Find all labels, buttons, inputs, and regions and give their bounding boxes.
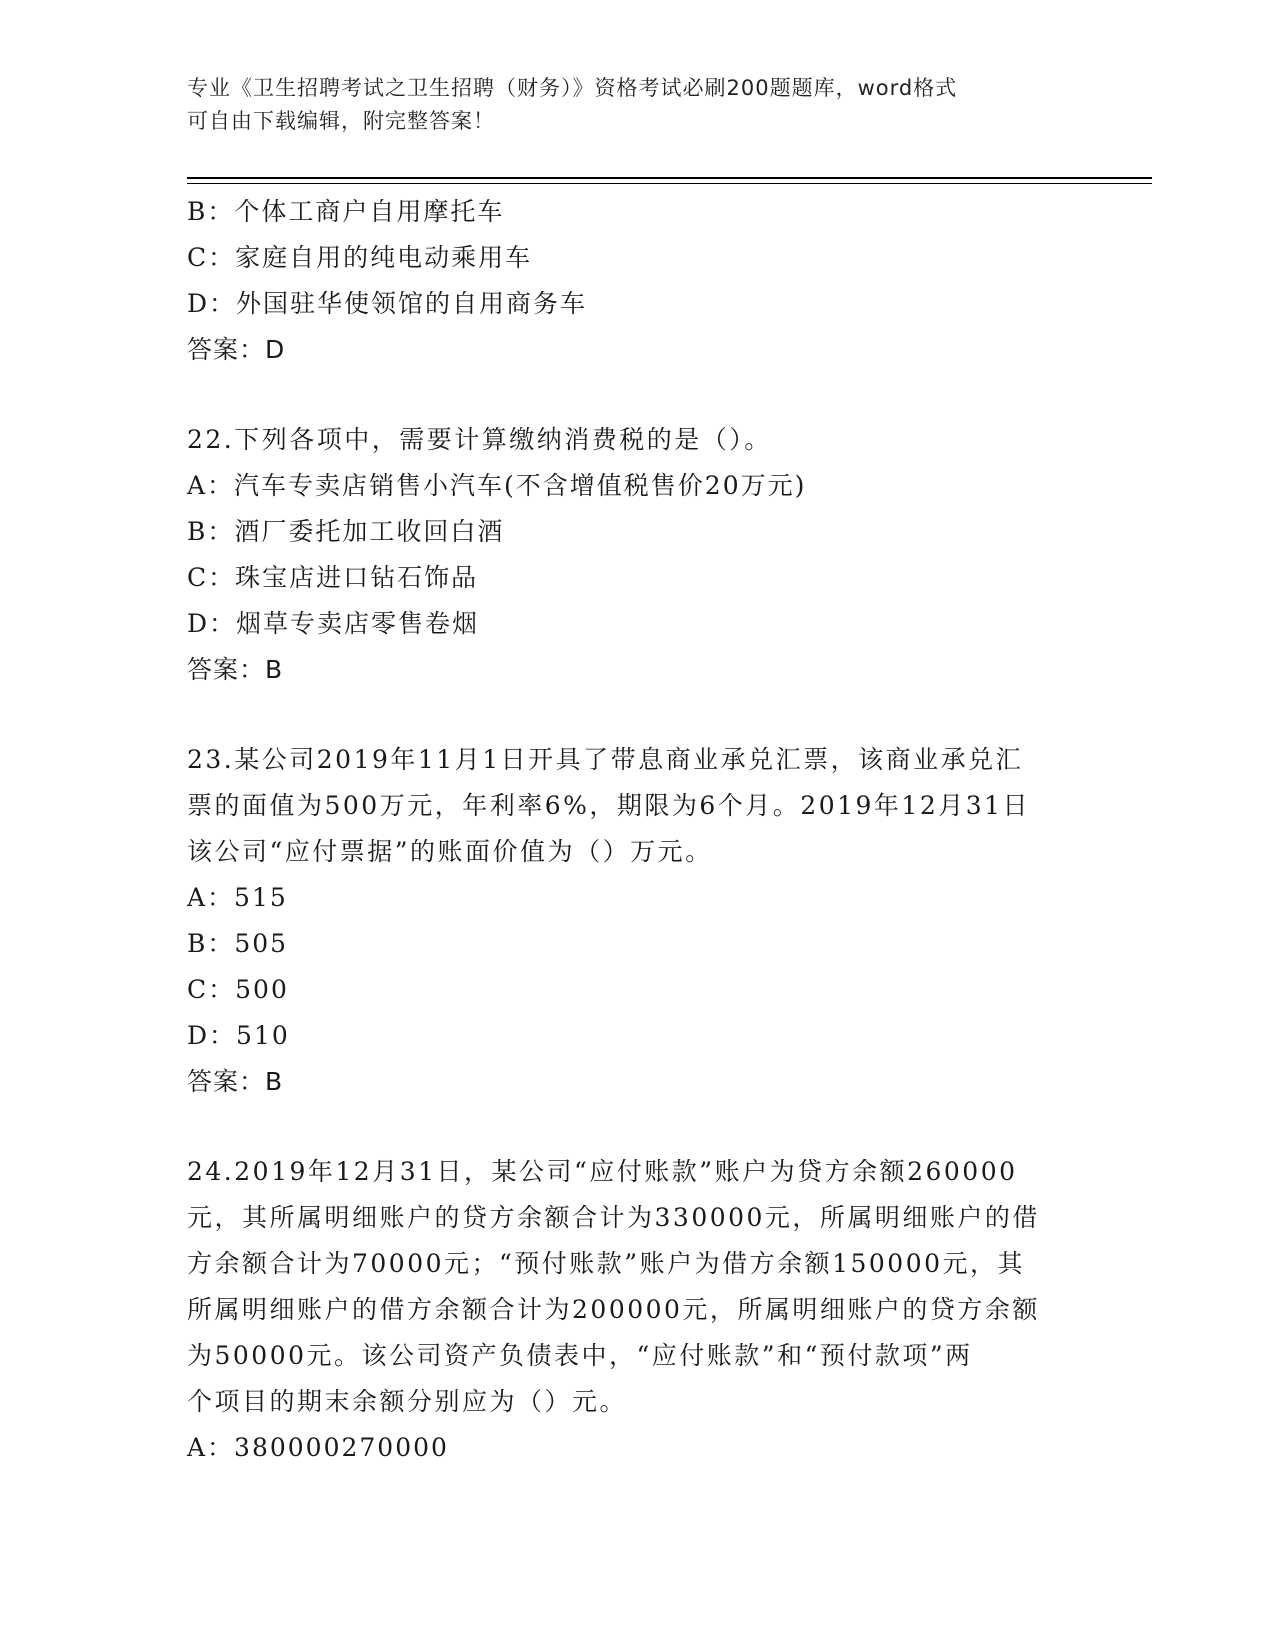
question-content	[187, 189, 1072, 1471]
question-stem-line-2: 元，其所属明细账户的贷方余额合计为330000元，所属明细账户的借	[187, 1203, 1040, 1232]
question-stem-line-3: 该公司“应付票据”的账面价值为（）万元。	[187, 837, 713, 866]
question-stem-line-1: 24.2019年12月31日，某公司“应付账款”账户为贷方余额260000	[187, 1157, 1018, 1186]
option-b: B：酒厂委托加工收回白酒	[187, 517, 505, 546]
question-stem-line-5: 为50000元。该公司资产负债表中，“应付账款”和“预付款项”两	[187, 1341, 973, 1370]
option-d: D：510	[187, 1021, 290, 1050]
spacer	[187, 693, 1072, 737]
option-a: A：380000270000	[187, 1433, 449, 1462]
option-b: B：个体工商户自用摩托车	[187, 197, 505, 226]
option-d: D：烟草专卖店零售卷烟	[187, 609, 480, 638]
answer-line: 答案：B	[187, 655, 284, 684]
question-stem-line-2: 票的面值为500万元，年利率6%，期限为6个月。2019年12月31日	[187, 791, 1031, 820]
question-stem-line-3: 方余额合计为70000元；“预付账款”账户为借方余额150000元，其	[187, 1249, 1026, 1278]
header-line-2: 可自由下载编辑，附完整答案！	[187, 109, 495, 133]
option-a: A：515	[187, 883, 288, 912]
spacer	[187, 373, 1072, 417]
question-stem: 22.下列各项中，需要计算缴纳消费税的是（）。	[187, 425, 772, 454]
question-stem-line-6: 个项目的期末余额分别应为（）元。	[187, 1387, 628, 1416]
header-line-1: 专业《卫生招聘考试之卫生招聘（财务）》资格考试必刷200题题库，word格式	[187, 76, 958, 100]
question-23	[187, 737, 1072, 1105]
question-24	[187, 1149, 1072, 1471]
header-divider-thin	[187, 183, 1152, 184]
document-header	[187, 72, 1067, 138]
option-c: C：500	[187, 975, 289, 1004]
header-divider-thick	[187, 177, 1152, 179]
question-stem-line-4: 所属明细账户的借方余额合计为200000元，所属明细账户的贷方余额	[187, 1295, 1040, 1324]
option-c: C：珠宝店进口钻石饰品	[187, 563, 479, 592]
option-d: D：外国驻华使领馆的自用商务车	[187, 289, 588, 318]
prev-question	[187, 189, 1072, 373]
answer-line: 答案：D	[187, 335, 286, 364]
spacer	[187, 1105, 1072, 1149]
option-b: B：505	[187, 929, 289, 958]
option-a: A：汽车专卖店销售小汽车(不含增值税售价20万元)	[187, 471, 807, 500]
question-22	[187, 417, 1072, 693]
answer-line: 答案：B	[187, 1067, 284, 1096]
question-stem-line-1: 23.某公司2019年11月1日开具了带息商业承兑汇票，该商业承兑汇	[187, 745, 1024, 774]
option-c: C：家庭自用的纯电动乘用车	[187, 243, 533, 272]
